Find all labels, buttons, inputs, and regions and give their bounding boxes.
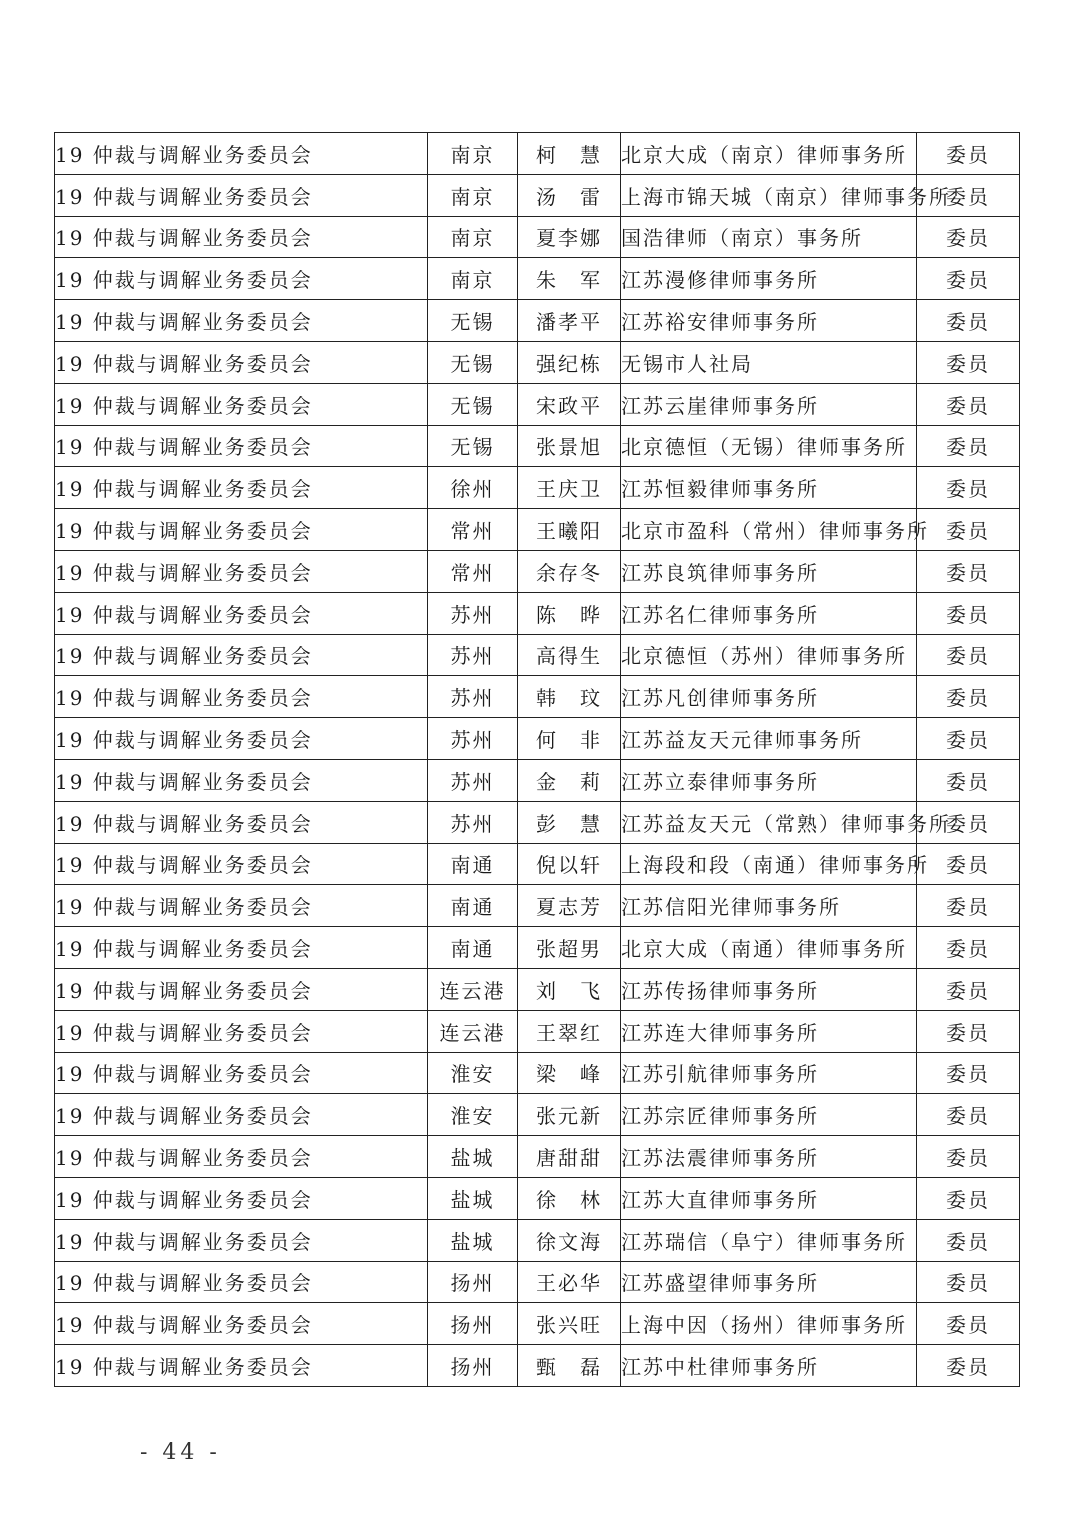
committee-cell: 19 仲裁与调解业务委员会 (55, 258, 428, 300)
table-row (55, 1010, 1020, 1052)
member-name-cell: 宋政平 (518, 383, 621, 425)
organization-cell: 江苏益友天元（常熟）律师事务所 (621, 801, 917, 843)
organization-cell: 江苏瑞信（阜宁）律师事务所 (621, 1219, 917, 1261)
table-row (55, 1261, 1020, 1303)
table-row (55, 759, 1020, 801)
member-name-cell: 徐 林 (518, 1177, 621, 1219)
table-row (55, 383, 1020, 425)
organization-cell: 江苏法震律师事务所 (621, 1136, 917, 1178)
committee-cell: 19 仲裁与调解业务委员会 (55, 216, 428, 258)
role-cell: 委员 (917, 550, 1020, 592)
table-row (55, 341, 1020, 383)
city-cell: 南京 (428, 258, 518, 300)
table-row (55, 885, 1020, 927)
city-cell: 苏州 (428, 676, 518, 718)
member-name-cell: 张超男 (518, 927, 621, 969)
member-name-cell: 王翠红 (518, 1010, 621, 1052)
city-cell: 扬州 (428, 1303, 518, 1345)
table-row (55, 467, 1020, 509)
member-name-cell: 夏志芳 (518, 885, 621, 927)
table-row (55, 927, 1020, 969)
organization-cell: 江苏大直律师事务所 (621, 1177, 917, 1219)
table-row (55, 1052, 1020, 1094)
committee-cell: 19 仲裁与调解业务委员会 (55, 341, 428, 383)
committee-roster-table (54, 132, 1020, 1387)
committee-cell: 19 仲裁与调解业务委员会 (55, 133, 428, 175)
role-cell: 委员 (917, 1303, 1020, 1345)
committee-cell: 19 仲裁与调解业务委员会 (55, 968, 428, 1010)
member-name-cell: 徐文海 (518, 1219, 621, 1261)
organization-cell: 江苏信阳光律师事务所 (621, 885, 917, 927)
table-row (55, 1136, 1020, 1178)
role-cell: 委员 (917, 509, 1020, 551)
member-name-cell: 陈 晔 (518, 592, 621, 634)
city-cell: 苏州 (428, 592, 518, 634)
member-name-cell: 韩 玟 (518, 676, 621, 718)
role-cell: 委员 (917, 885, 1020, 927)
organization-cell: 江苏盛望律师事务所 (621, 1261, 917, 1303)
committee-cell: 19 仲裁与调解业务委员会 (55, 467, 428, 509)
role-cell: 委员 (917, 1136, 1020, 1178)
committee-cell: 19 仲裁与调解业务委员会 (55, 1052, 428, 1094)
role-cell: 委员 (917, 467, 1020, 509)
member-name-cell: 王曦阳 (518, 509, 621, 551)
committee-cell: 19 仲裁与调解业务委员会 (55, 718, 428, 760)
committee-cell: 19 仲裁与调解业务委员会 (55, 592, 428, 634)
member-name-cell: 倪以轩 (518, 843, 621, 885)
city-cell: 盐城 (428, 1177, 518, 1219)
table-row (55, 1094, 1020, 1136)
city-cell: 南通 (428, 885, 518, 927)
table-row (55, 592, 1020, 634)
organization-cell: 北京德恒（无锡）律师事务所 (621, 425, 917, 467)
role-cell: 委员 (917, 759, 1020, 801)
member-name-cell: 汤 雷 (518, 174, 621, 216)
city-cell: 南通 (428, 843, 518, 885)
table-row (55, 718, 1020, 760)
city-cell: 盐城 (428, 1136, 518, 1178)
role-cell: 委员 (917, 843, 1020, 885)
city-cell: 无锡 (428, 425, 518, 467)
city-cell: 淮安 (428, 1094, 518, 1136)
member-name-cell: 王庆卫 (518, 467, 621, 509)
organization-cell: 江苏益友天元律师事务所 (621, 718, 917, 760)
committee-cell: 19 仲裁与调解业务委员会 (55, 1177, 428, 1219)
city-cell: 无锡 (428, 300, 518, 342)
role-cell: 委员 (917, 133, 1020, 175)
organization-cell: 江苏引航律师事务所 (621, 1052, 917, 1094)
organization-cell: 江苏恒毅律师事务所 (621, 467, 917, 509)
table-row (55, 1345, 1020, 1387)
organization-cell: 江苏传扬律师事务所 (621, 968, 917, 1010)
committee-cell: 19 仲裁与调解业务委员会 (55, 509, 428, 551)
table-row (55, 968, 1020, 1010)
committee-cell: 19 仲裁与调解业务委员会 (55, 843, 428, 885)
role-cell: 委员 (917, 1345, 1020, 1387)
member-name-cell: 甄 磊 (518, 1345, 621, 1387)
city-cell: 扬州 (428, 1261, 518, 1303)
member-name-cell: 夏李娜 (518, 216, 621, 258)
role-cell: 委员 (917, 341, 1020, 383)
city-cell: 无锡 (428, 383, 518, 425)
city-cell: 南通 (428, 927, 518, 969)
committee-cell: 19 仲裁与调解业务委员会 (55, 885, 428, 927)
committee-cell: 19 仲裁与调解业务委员会 (55, 1219, 428, 1261)
organization-cell: 江苏连大律师事务所 (621, 1010, 917, 1052)
role-cell: 委员 (917, 1177, 1020, 1219)
member-name-cell: 高得生 (518, 634, 621, 676)
committee-cell: 19 仲裁与调解业务委员会 (55, 1094, 428, 1136)
organization-cell: 上海段和段（南通）律师事务所 (621, 843, 917, 885)
member-name-cell: 潘孝平 (518, 300, 621, 342)
role-cell: 委员 (917, 1219, 1020, 1261)
committee-cell: 19 仲裁与调解业务委员会 (55, 300, 428, 342)
organization-cell: 江苏裕安律师事务所 (621, 300, 917, 342)
table-row (55, 1177, 1020, 1219)
table-row (55, 676, 1020, 718)
table-row (55, 174, 1020, 216)
table-row (55, 1219, 1020, 1261)
table-row (55, 843, 1020, 885)
committee-cell: 19 仲裁与调解业务委员会 (55, 801, 428, 843)
table-row (55, 1303, 1020, 1345)
city-cell: 常州 (428, 509, 518, 551)
organization-cell: 江苏名仁律师事务所 (621, 592, 917, 634)
role-cell: 委员 (917, 174, 1020, 216)
city-cell: 南京 (428, 133, 518, 175)
organization-cell: 北京德恒（苏州）律师事务所 (621, 634, 917, 676)
member-name-cell: 朱 军 (518, 258, 621, 300)
roster-body (55, 133, 1020, 1387)
table-row (55, 258, 1020, 300)
committee-cell: 19 仲裁与调解业务委员会 (55, 425, 428, 467)
organization-cell: 江苏宗匠律师事务所 (621, 1094, 917, 1136)
member-name-cell: 金 莉 (518, 759, 621, 801)
role-cell: 委员 (917, 801, 1020, 843)
page-number: - 44 - (140, 1440, 221, 1465)
role-cell: 委员 (917, 1052, 1020, 1094)
city-cell: 无锡 (428, 341, 518, 383)
table-row (55, 550, 1020, 592)
organization-cell: 江苏立泰律师事务所 (621, 759, 917, 801)
city-cell: 南京 (428, 174, 518, 216)
role-cell: 委员 (917, 258, 1020, 300)
member-name-cell: 唐甜甜 (518, 1136, 621, 1178)
member-name-cell: 何 非 (518, 718, 621, 760)
table-row (55, 133, 1020, 175)
role-cell: 委员 (917, 216, 1020, 258)
organization-cell: 北京市盈科（常州）律师事务所 (621, 509, 917, 551)
role-cell: 委员 (917, 927, 1020, 969)
organization-cell: 国浩律师（南京）事务所 (621, 216, 917, 258)
committee-cell: 19 仲裁与调解业务委员会 (55, 1261, 428, 1303)
organization-cell: 江苏凡创律师事务所 (621, 676, 917, 718)
member-name-cell: 张兴旺 (518, 1303, 621, 1345)
organization-cell: 江苏中杜律师事务所 (621, 1345, 917, 1387)
committee-cell: 19 仲裁与调解业务委员会 (55, 1136, 428, 1178)
member-name-cell: 柯 慧 (518, 133, 621, 175)
table-row (55, 425, 1020, 467)
city-cell: 扬州 (428, 1345, 518, 1387)
member-name-cell: 余存冬 (518, 550, 621, 592)
organization-cell: 无锡市人社局 (621, 341, 917, 383)
table-row (55, 509, 1020, 551)
city-cell: 苏州 (428, 634, 518, 676)
city-cell: 盐城 (428, 1219, 518, 1261)
city-cell: 常州 (428, 550, 518, 592)
organization-cell: 北京大成（南通）律师事务所 (621, 927, 917, 969)
committee-cell: 19 仲裁与调解业务委员会 (55, 634, 428, 676)
table-row (55, 801, 1020, 843)
role-cell: 委员 (917, 1010, 1020, 1052)
city-cell: 苏州 (428, 718, 518, 760)
role-cell: 委员 (917, 1094, 1020, 1136)
role-cell: 委员 (917, 383, 1020, 425)
organization-cell: 上海中因（扬州）律师事务所 (621, 1303, 917, 1345)
organization-cell: 江苏漫修律师事务所 (621, 258, 917, 300)
table-row (55, 300, 1020, 342)
member-name-cell: 梁 峰 (518, 1052, 621, 1094)
committee-cell: 19 仲裁与调解业务委员会 (55, 759, 428, 801)
role-cell: 委员 (917, 718, 1020, 760)
member-name-cell: 刘 飞 (518, 968, 621, 1010)
city-cell: 徐州 (428, 467, 518, 509)
committee-cell: 19 仲裁与调解业务委员会 (55, 676, 428, 718)
member-name-cell: 张景旭 (518, 425, 621, 467)
member-name-cell: 张元新 (518, 1094, 621, 1136)
city-cell: 苏州 (428, 801, 518, 843)
table-row (55, 216, 1020, 258)
city-cell: 连云港 (428, 1010, 518, 1052)
committee-cell: 19 仲裁与调解业务委员会 (55, 383, 428, 425)
organization-cell: 江苏云崖律师事务所 (621, 383, 917, 425)
role-cell: 委员 (917, 425, 1020, 467)
role-cell: 委员 (917, 968, 1020, 1010)
committee-cell: 19 仲裁与调解业务委员会 (55, 1345, 428, 1387)
table-row (55, 634, 1020, 676)
committee-cell: 19 仲裁与调解业务委员会 (55, 1303, 428, 1345)
organization-cell: 北京大成（南京）律师事务所 (621, 133, 917, 175)
organization-cell: 上海市锦天城（南京）律师事务所 (621, 174, 917, 216)
role-cell: 委员 (917, 300, 1020, 342)
city-cell: 淮安 (428, 1052, 518, 1094)
committee-cell: 19 仲裁与调解业务委员会 (55, 174, 428, 216)
city-cell: 连云港 (428, 968, 518, 1010)
member-name-cell: 彭 慧 (518, 801, 621, 843)
role-cell: 委员 (917, 1261, 1020, 1303)
city-cell: 苏州 (428, 759, 518, 801)
member-name-cell: 强纪栋 (518, 341, 621, 383)
role-cell: 委员 (917, 592, 1020, 634)
role-cell: 委员 (917, 676, 1020, 718)
committee-cell: 19 仲裁与调解业务委员会 (55, 550, 428, 592)
organization-cell: 江苏良筑律师事务所 (621, 550, 917, 592)
committee-cell: 19 仲裁与调解业务委员会 (55, 1010, 428, 1052)
role-cell: 委员 (917, 634, 1020, 676)
city-cell: 南京 (428, 216, 518, 258)
member-name-cell: 王必华 (518, 1261, 621, 1303)
committee-cell: 19 仲裁与调解业务委员会 (55, 927, 428, 969)
